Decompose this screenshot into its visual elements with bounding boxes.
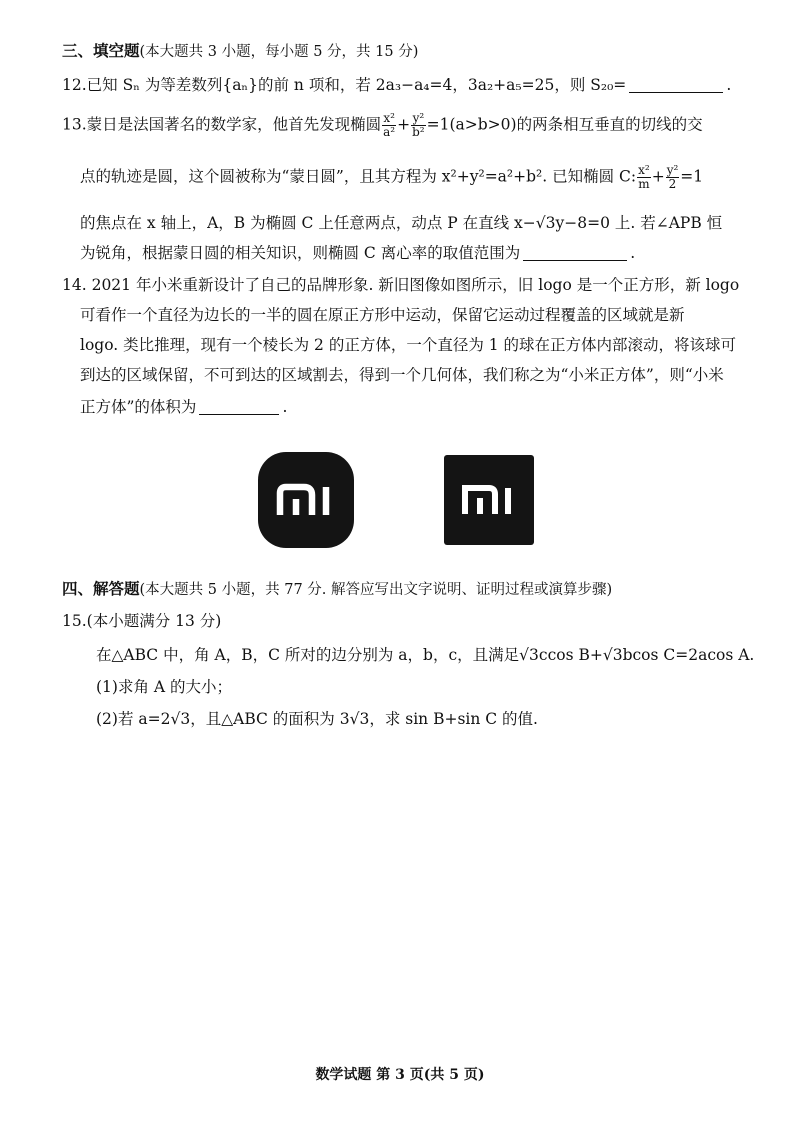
plus-sign: +	[397, 115, 411, 134]
answer-blank	[629, 76, 723, 93]
question-13-line-3	[80, 212, 770, 234]
fraction-x2-a2: $\frac{\text{x²}}{\text{a²}}$	[383, 111, 396, 139]
question-13-line-2	[80, 164, 770, 191]
old-logo-image	[444, 455, 534, 545]
question-text: 15.(本小题满分 13 分)	[62, 612, 222, 630]
section-four-heading	[62, 578, 752, 601]
question-text: 点的轨迹是圆，这个圆被称为“蒙日圆”，且其方程为 x²+y²=a²+b². 已知椭圆 C:	[80, 167, 637, 186]
answer-blank	[523, 244, 627, 261]
question-text: 的焦点在 x 轴上，A，B 为椭圆 C 上任意两点，动点 P 在直线 x−√3y−8=0 上. 若∠APB 恒	[80, 214, 723, 232]
question-14-line-1	[62, 274, 752, 296]
fraction-y2-2: $\frac{\text{y²}}{2}$	[666, 163, 679, 191]
question-text: 在△ABC 中，角 A，B，C 所对的边分别为 a，b，c，且满足√3ccos B+√3bcos C=2acos A.	[96, 646, 755, 664]
question-text: logo. 类比推理，现有一个棱长为 2 的正方体，一个直径为 1 的球在正方体内部滚动，将该球可	[80, 336, 737, 354]
question-text: 正方体”的体积为	[80, 398, 197, 416]
mi-wordmark-icon	[461, 484, 517, 516]
question-15-part-2	[96, 708, 786, 730]
question-text: 可看作一个直径为边长的一半的圆在原正方形中运动，保留它运动过程覆盖的区域就是新	[80, 306, 685, 324]
question-text: 到达的区域保留，不可到达的区域割去，得到一个几何体，我们称之为“小米正方体”，则“小米	[80, 366, 724, 384]
question-14-line-4	[80, 364, 770, 386]
question-12: 12.已知 Sₙ 为等差数列{aₙ}的前 n 项和，若 2a₃−a₄=4，3a₂+a₅=25，则 S₂₀= .	[62, 76, 732, 94]
page-footer: 数学试题 第 3 页(共 5 页)	[315, 1067, 485, 1083]
question-text: =1(a>b>0)的两条相互垂直的切线的交	[426, 115, 703, 134]
new-logo-image	[258, 452, 354, 548]
question-13-line-1	[62, 112, 752, 139]
question-text: =1	[680, 167, 704, 186]
section-note: (本大题共 5 小题，共 77 分. 解答应写出文字说明、证明过程或演算步骤)	[139, 582, 613, 598]
question-15-header	[62, 610, 752, 632]
fraction-y2-b2: $\frac{\text{y²}}{\text{b²}}$	[412, 111, 425, 139]
question-15-part-1	[96, 676, 786, 698]
answer-blank	[199, 398, 279, 415]
question-text: (2)若 a=2√3，且△ABC 的面积为 3√3，求 sin B+sin C 的值.	[96, 710, 538, 728]
section-title: 四、解答题	[62, 579, 140, 598]
question-text: 为锐角，根据蒙日圆的相关知识，则椭圆 C 离心率的取值范围为	[80, 244, 521, 262]
plus-sign: +	[651, 167, 665, 186]
question-text: 14. 2021 年小米重新设计了自己的品牌形象. 新旧图像如图所示，旧 logo 是一个正方形，新 logo	[62, 276, 740, 294]
question-text: (1)求角 A 的大小；	[96, 678, 233, 696]
mi-wordmark-icon	[276, 483, 336, 517]
section-three-heading	[62, 40, 752, 63]
fraction-x2-m: $\frac{\text{x²}}{m}$	[638, 163, 650, 191]
section-note: (本大题共 3 小题，每小题 5 分，共 15 分)	[139, 44, 419, 60]
section-title: 三、填空题	[62, 41, 140, 60]
question-text: 13.蒙日是法国著名的数学家，他首先发现椭圆	[62, 115, 382, 134]
logo-figure	[0, 452, 800, 552]
question-15-stem	[96, 644, 786, 666]
question-14-line-3	[80, 334, 770, 356]
question-13-line-4: 为锐角，根据蒙日圆的相关知识，则椭圆 C 离心率的取值范围为 .	[80, 244, 636, 262]
question-14-line-5: 正方体”的体积为 .	[80, 398, 288, 416]
question-text: 12.已知 Sₙ 为等差数列{aₙ}的前 n 项和，若 2a₃−a₄=4，3a₂+a₅=25，则 S₂₀=	[62, 76, 627, 94]
question-14-line-2	[80, 304, 770, 326]
